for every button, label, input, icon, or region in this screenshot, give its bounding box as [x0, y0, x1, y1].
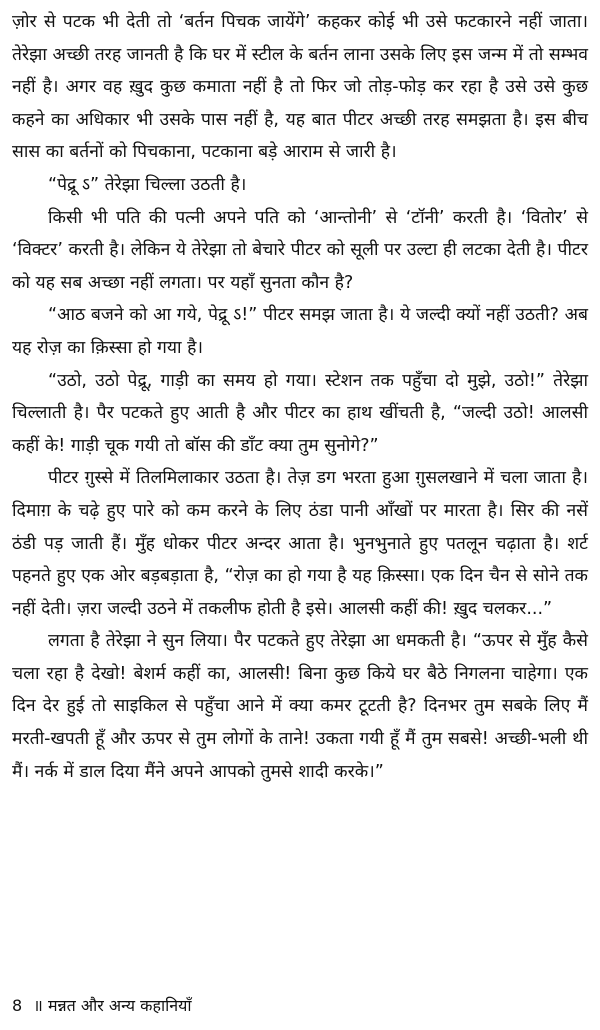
paragraph-dialogue: “पेद्रू ऽ” तेरेझा चिल्ला उठती है।: [48, 174, 247, 195]
book-title: मन्नत और अन्य कहानियाँ: [47, 996, 192, 1015]
paragraph-continuation: ज़ोर से पटक भी देती तो ‘बर्तन पिचक जायेंगे’ कहकर कोई भी उसे फटकारने नहीं जाता। तेरेझा अच्छी तरह जानती है कि घर में स्टील के बर्तन लाना उसके लिए इस जन्म में तो सम्भव नहीं है। अगर वह ख़ुद कुछ कमाता नहीं है तो फिर जो तोड़-फोड़ कर रहा है उसे उसे कुछ कहने का अधिकार भी उसके पास नहीं है, यह बात पीटर अच्छी तरह समझता है। इस बीच सास का बर्तनों को पिचकाना, पटकाना बड़े आराम से जारी है।: [12, 12, 588, 163]
paragraph-narration: पीटर ग़ुस्से में तिलमिलाकार उठता है। तेज़ डग भरता हुआ ग़ुसलखाने में चला जाता है। दिमाग़ के चढ़े हुए पारे को कम करने के लिए ठंडा पानी आँखों पर मारता है। सिर की नसें ठंडी पड़ जाती हैं। मुँह धोकर पीटर अन्दर आता है। भुनभुनाते हुए पतलून चढ़ाता है। शर्ट पहनते हुए एक ओर बड़बड़ाता है, “रोज़ का हो गया है यह क़िस्सा। एक दिन चैन से सोने तक नहीं देती। ज़रा जल्दी उठने में तकलीफ होती है इसे। आलसी कहीं की! ख़ुद चलकर...”: [12, 468, 588, 619]
page-footer: [12, 992, 192, 1020]
paragraph-narration: लगता है तेरेझा ने सुन लिया। पैर पटकते हुए तेरेझा आ धमकती है। “ऊपर से मुँह कैसे चला रहा है देखो! बेशर्म कहीं का, आलसी! बिना कुछ किये घर बैठे निगलना चाहेगा। एक दिन देर हुई तो साइकिल से पहुँचा आने में क्या कमर टूटती है? दिनभर तुम सबके लिए मैं मरती-खपती हूँ और ऊपर से तुम लोगों के ताने! उकता गयी हूँ मैं तुम सबसे! अच्छी-भली थी मैं। नर्क में डाल दिया मैंने अपने आपको तुमसे शादी करके।”: [12, 631, 588, 782]
paragraph-narration: किसी भी पति की पत्नी अपने पति को ‘आन्तोनी’ से ‘टॉनी’ करती है। ‘वितोर’ से ‘विक्टर’ करती है। लेकिन ये तेरेझा तो बेचारे पीटर को सूली पर उल्टा ही लटका देती है। पीटर को यह सब अच्छा नहीं लगता। पर यहाँ सुनता कौन है?: [12, 207, 588, 293]
paragraph-dialogue: “उठो, उठो पेद्रू, गाड़ी का समय हो गया। स्टेशन तक पहुँचा दो मुझे, उठो!” तेरेझा चिल्लाती है। पैर पटकते हुए आती है और पीटर का हाथ खींचती है, “जल्दी उठो! आलसी कहीं के! गाड़ी चूक गयी तो बॉस की डाँट क्या तुम सुनोगे?”: [12, 370, 588, 456]
footer-separator: ॥: [33, 996, 43, 1015]
story-text: [12, 6, 588, 788]
paragraph-dialogue: “आठ बजने को आ गये, पेद्रू ऽ!” पीटर समझ जाता है। ये जल्दी क्यों नहीं उठती? अब यह रोज़ का क़िस्सा हो गया है।: [12, 305, 588, 358]
page-number: 8: [12, 996, 23, 1015]
